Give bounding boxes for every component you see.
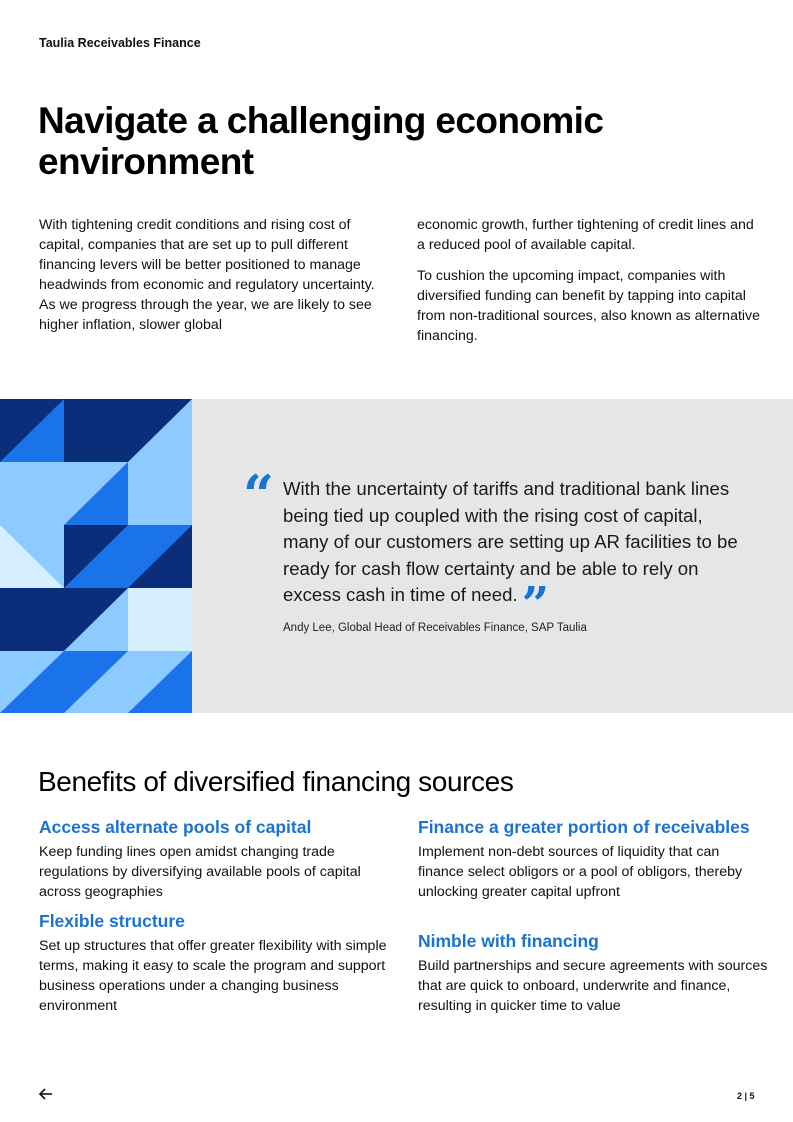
benefit-text: Build partnerships and secure agreements with sources that are quick to onboard, underwrite and finance, resulting in quicker time to value	[418, 958, 768, 1014]
intro-paragraph: With tightening credit conditions and rising cost of capital, companies that are set up to pull different financing levers will be better positioned to manage headwinds from economic and regulatory uncertainty. As we progress through the year, we are likely to see higher inflation, slower global	[39, 217, 375, 333]
intro-column-left	[39, 215, 387, 346]
benefit-item	[418, 931, 768, 1016]
open-quote-icon: “	[243, 463, 275, 527]
benefit-text: Implement non-debt sources of liquidity that can finance select obligors or a pool of obligors, thereby unlocking greater capital upfront	[418, 844, 743, 900]
benefit-text: Set up structures that offer greater flexibility with simple terms, making it easy to scale the program and support business operations under a changing business environment	[39, 938, 387, 1014]
arrow-left-icon[interactable]	[37, 1085, 55, 1103]
document-header-label: Taulia Receivables Finance	[39, 36, 201, 50]
benefit-title: Nimble with financing	[418, 931, 599, 951]
benefit-title: Finance a greater portion of receivables	[418, 817, 750, 837]
benefit-title: Flexible structure	[39, 911, 185, 931]
page-title: Navigate a challenging economic environment	[38, 100, 604, 182]
quote-attribution: Andy Lee, Global Head of Receivables Finance, SAP Taulia	[283, 622, 587, 634]
intro-column-right	[417, 215, 765, 357]
benefits-heading: Benefits of diversified financing sources	[38, 766, 514, 797]
close-quote-icon: ”	[521, 577, 550, 633]
geometric-pattern-graphic	[0, 399, 192, 713]
benefit-item	[39, 911, 389, 1016]
benefit-title: Access alternate pools of capital	[39, 817, 312, 837]
benefit-item	[418, 817, 768, 902]
benefit-text: Keep funding lines open amidst changing trade regulations by diversifying available pools of capital across geographies	[39, 844, 361, 900]
pull-quote-text: With the uncertainty of tariffs and traditional bank lines being tied up coupled with the rising cost of capital, many of our customers are setting up AR facilities to be ready for cash flow certainty and be able to rely on excess cash in time of need.	[283, 478, 738, 605]
benefit-item	[39, 817, 389, 902]
page-number: 2 | 5	[737, 1091, 755, 1101]
intro-paragraph: To cushion the upcoming impact, companies with diversified funding can benefit by tapping into capital from non-traditional sources, also known as alternative financing.	[417, 268, 761, 344]
intro-paragraph: economic growth, further tightening of credit lines and a reduced pool of available capital.	[417, 217, 754, 253]
